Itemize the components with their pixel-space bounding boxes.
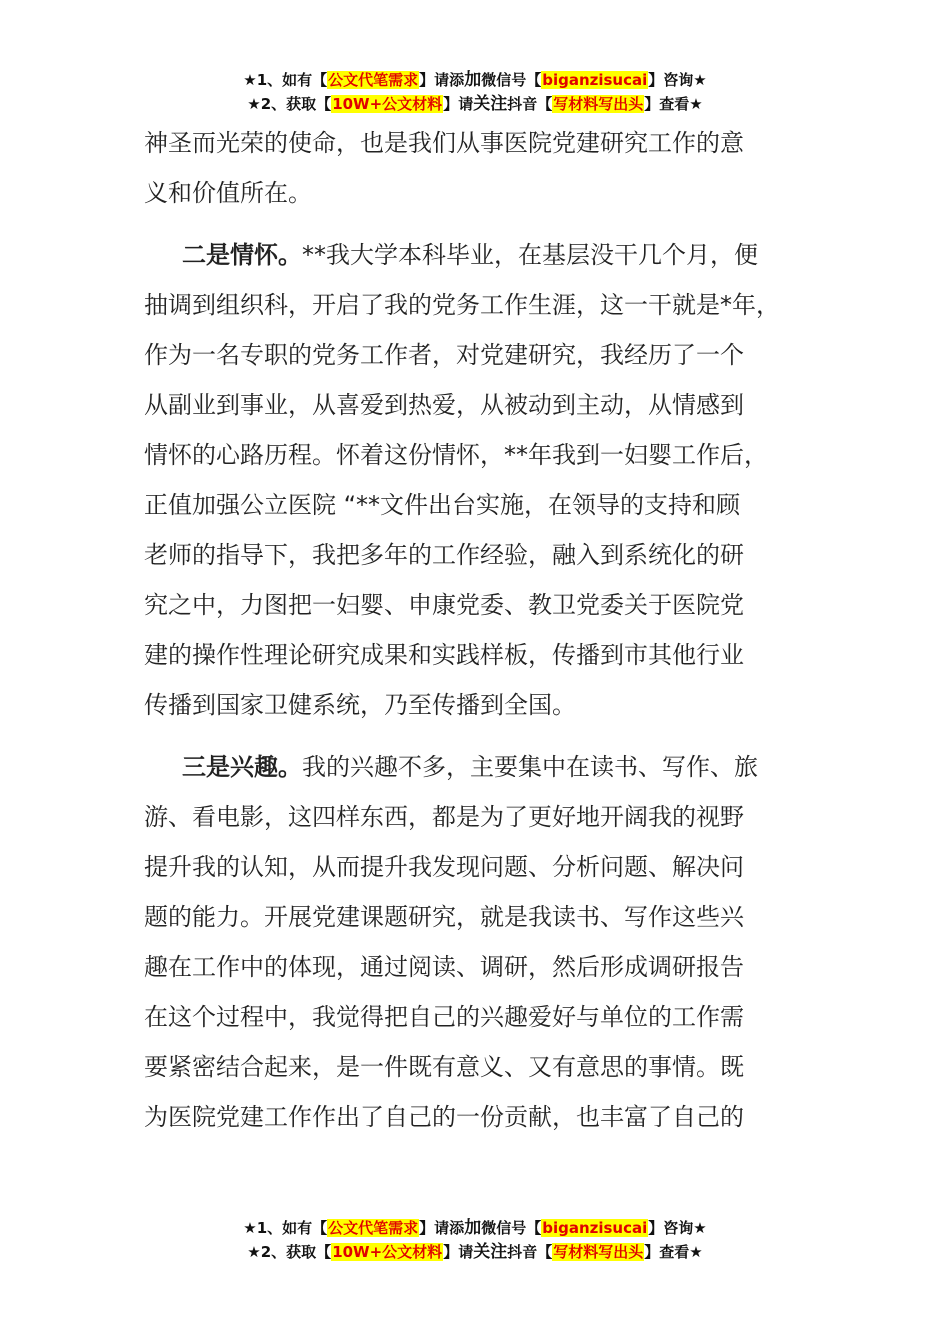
highlight-douyin: 写材料写出头 (553, 1243, 644, 1261)
banner-text: 加 (464, 70, 482, 90)
banner-text: ★2、获取【 (247, 95, 332, 113)
highlight-ghostwriting: 公文代笔需求 (328, 1219, 419, 1237)
text-line: 情怀的心路历程。怀着这份情怀，**年我到一妇婴工作后， (144, 441, 768, 469)
text-line: 作为一名专职的党务工作者，对党建研究，我经历了一个 (144, 341, 744, 369)
banner-text: ★1、如有【 (243, 1219, 328, 1237)
text-run: **我大学本科毕业，在基层没干几个月，便 (302, 241, 758, 269)
document-body (144, 118, 834, 1142)
banner-text: ★2、获取【 (247, 1243, 332, 1261)
text-line: 究之中，力图把一妇婴、申康党委、教卫党委关于医院党 (144, 591, 744, 619)
text-line: 题的能力。开展党建课题研究，就是我读书、写作这些兴 (144, 903, 744, 931)
text-line: 在这个过程中，我觉得把自己的兴趣爱好与单位的工作需 (144, 1003, 744, 1031)
paragraph-3 (144, 742, 834, 1142)
text-line: 义和价值所在。 (144, 179, 312, 207)
banner-text: ★1、如有【 (243, 71, 328, 89)
banner-text: 微信号【 (481, 71, 542, 89)
banner-line-1 (0, 1216, 950, 1240)
text-line: 趣在工作中的体现，通过阅读、调研，然后形成调研报告 (144, 953, 744, 981)
paragraph-2 (144, 230, 834, 730)
banner-text: 】请添 (419, 71, 465, 89)
highlight-ghostwriting: 公文代笔需求 (328, 71, 419, 89)
text-line: 要紧密结合起来，是一件既有意义、又有意思的事情。既 (144, 1053, 744, 1081)
banner-text: 】请 (443, 95, 474, 113)
text-line: 为医院党建工作作出了自己的一份贡献，也丰富了自己的 (144, 1103, 744, 1131)
banner-text: 】查看★ (644, 95, 703, 113)
text-line (144, 742, 834, 792)
text-line (144, 230, 834, 280)
banner-line-2 (0, 92, 950, 116)
banner-text: 抖音【 (507, 95, 553, 113)
text-line: 正值加强公立医院 “**文件出台实施，在领导的支持和顾 (144, 491, 741, 519)
text-line: 抽调到组织科，开启了我的党务工作生涯，这一干就是*年， (144, 291, 780, 319)
paragraph-lead: 二是情怀。 (182, 241, 302, 269)
text-line: 老师的指导下，我把多年的工作经验，融入到系统化的研 (144, 541, 744, 569)
banner-text: 】查看★ (644, 1243, 703, 1261)
banner-text: 】咨询★ (648, 71, 707, 89)
top-banner (0, 68, 950, 116)
text-line: 传播到国家卫健系统，乃至传播到全国。 (144, 691, 576, 719)
highlight-materials: 10W+公文材料 (332, 95, 443, 113)
text-line: 提升我的认知，从而提升我发现问题、分析问题、解决问 (144, 853, 744, 881)
text-line: 建的操作性理论研究成果和实践样板，传播到市其他行业 (144, 641, 744, 669)
highlight-materials: 10W+公文材料 (332, 1243, 443, 1261)
text-run: 我的兴趣不多，主要集中在读书、写作、旅 (302, 753, 758, 781)
banner-text: 】请添 (419, 1219, 465, 1237)
paragraph-1 (144, 118, 834, 218)
banner-text: 加 (464, 1218, 482, 1238)
bottom-banner (0, 1216, 950, 1264)
highlight-wechat-id: biganzisucai (542, 71, 648, 89)
paragraph-lead: 三是兴趣。 (182, 753, 302, 781)
banner-text: 】请 (443, 1243, 474, 1261)
banner-line-2 (0, 1240, 950, 1264)
highlight-wechat-id: biganzisucai (542, 1219, 648, 1237)
text-line: 游、看电影，这四样东西，都是为了更好地开阔我的视野 (144, 803, 744, 831)
text-line: 神圣而光荣的使命，也是我们从事医院党建研究工作的意 (144, 129, 744, 157)
banner-text: 关注 (473, 1242, 508, 1262)
banner-text: 微信号【 (481, 1219, 542, 1237)
banner-text: 】咨询★ (648, 1219, 707, 1237)
text-line: 从副业到事业，从喜爱到热爱，从被动到主动，从情感到 (144, 391, 744, 419)
banner-line-1 (0, 68, 950, 92)
highlight-douyin: 写材料写出头 (553, 95, 644, 113)
banner-text: 抖音【 (507, 1243, 553, 1261)
banner-text: 关注 (473, 94, 508, 114)
